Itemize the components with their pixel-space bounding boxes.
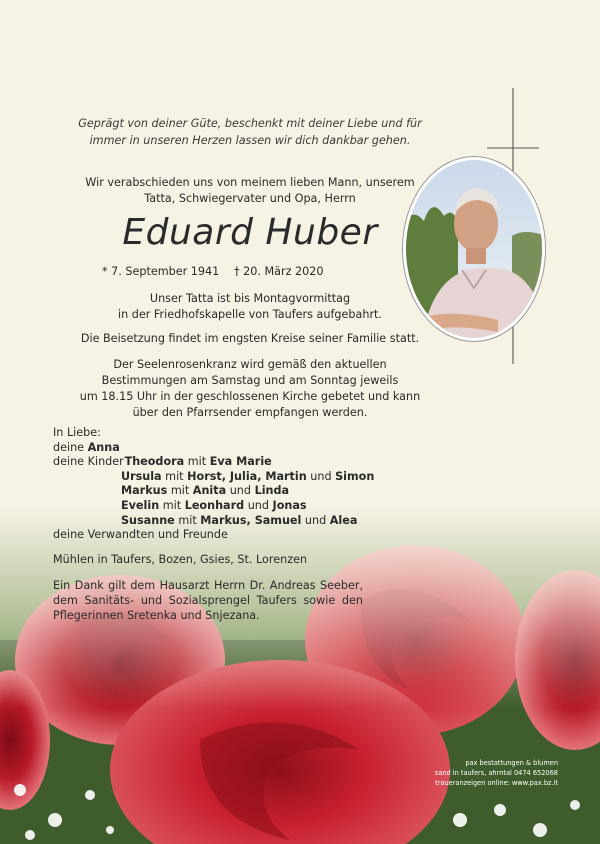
child-name: Markus — [121, 484, 168, 498]
thanks-text: Ein Dank gilt dem Hausarzt Herrn Dr. Andreas Seeber, dem Sanitäts- und Sozialsprengel Taufers sowie den Pflegerinnen Sretenka und Snjezana. — [53, 579, 363, 622]
rosary-line-4: über den Pfarrsender empfangen werden. — [132, 406, 368, 419]
death-date: † 20. März 2020 — [234, 265, 324, 278]
child-family: Horst, Julia, Martin — [187, 469, 307, 483]
child-family-last: Linda — [254, 484, 290, 498]
child-family-last: Alea — [329, 513, 358, 527]
laid-out-line-2: in der Friedhofskapelle von Taufers aufgebahrt. — [118, 308, 382, 321]
child-connector: mit — [170, 484, 190, 498]
motto-line-1: Geprägt von deiner Güte, beschenkt mit deiner Liebe und für — [78, 117, 422, 130]
child-name: Susanne — [121, 513, 175, 527]
child-connector: mit — [178, 513, 197, 527]
family-wife-row — [53, 441, 374, 456]
child-family: Anita — [192, 484, 227, 498]
child-connector: und — [229, 484, 252, 498]
motto-line-2: immer in unseren Herzen lassen wir dich dankbar gehen. — [89, 134, 411, 147]
child-connector: und — [310, 469, 332, 483]
family-child-row — [53, 514, 374, 529]
child-connector: mit — [165, 469, 184, 483]
child-family: Eva Marie — [209, 455, 272, 469]
places: Mühlen in Taufers, Bozen, Gsies, St. Lorenzen — [53, 553, 308, 566]
child-family-last: Jonas — [272, 498, 307, 512]
child-name: Ursula — [121, 469, 162, 483]
intro-line-1: Wir verabschieden uns von meinem lieben Mann, unserem — [85, 176, 415, 189]
family-list — [53, 426, 374, 543]
relatives-row: deine Verwandten und Freunde — [53, 528, 228, 542]
child-name: Evelin — [121, 498, 160, 512]
family-child-row — [53, 499, 374, 514]
family-child-row — [53, 484, 374, 499]
wife-name: Anna — [87, 440, 120, 454]
family-heading: In Liebe: — [53, 426, 101, 439]
rosary-notice — [40, 357, 460, 421]
intro-line-2: Tatta, Schwiegervater und Opa, Herrn — [144, 192, 356, 205]
child-connector: und — [247, 498, 269, 512]
child-connector: mit — [162, 498, 182, 512]
rosary-line-3: um 18.15 Uhr in der geschlossenen Kirche gebetet und kann — [79, 390, 421, 403]
footer-line-1: pax bestattungen & blumen — [465, 759, 558, 767]
child-connector: und — [304, 513, 327, 527]
funeral-home-footer — [435, 758, 558, 788]
footer-line-3: traueranzeigen online: www.pax.bz.it — [435, 779, 558, 787]
birth-date: * 7. September 1941 — [102, 265, 220, 278]
child-family-last: Simon — [335, 469, 375, 483]
child-family: Markus, Samuel — [200, 513, 302, 527]
deceased-name: Eduard Huber — [122, 212, 378, 253]
rosary-line-2: Bestimmungen am Samstag und am Sonntag jeweils — [101, 374, 399, 387]
portrait-photo — [402, 156, 546, 342]
burial-notice: Die Beisetzung findet im engsten Kreise seiner Familie statt. — [80, 332, 420, 345]
family-child-row — [53, 455, 374, 470]
children-prefix: deine Kinder — [53, 455, 124, 469]
wife-prefix: deine — [53, 440, 85, 454]
child-family: Leonhard — [184, 498, 245, 512]
footer-line-2: sand in taufers, ahrntal 0474 652068 — [434, 769, 558, 777]
laid-out-line-1: Unser Tatta ist bis Montagvormittag — [149, 292, 351, 305]
family-child-row — [53, 470, 374, 485]
child-name: Theodora — [124, 455, 185, 469]
child-connector: mit — [187, 455, 207, 469]
rosary-line-1: Der Seelenrosenkranz wird gemäß den aktuellen — [113, 358, 387, 371]
